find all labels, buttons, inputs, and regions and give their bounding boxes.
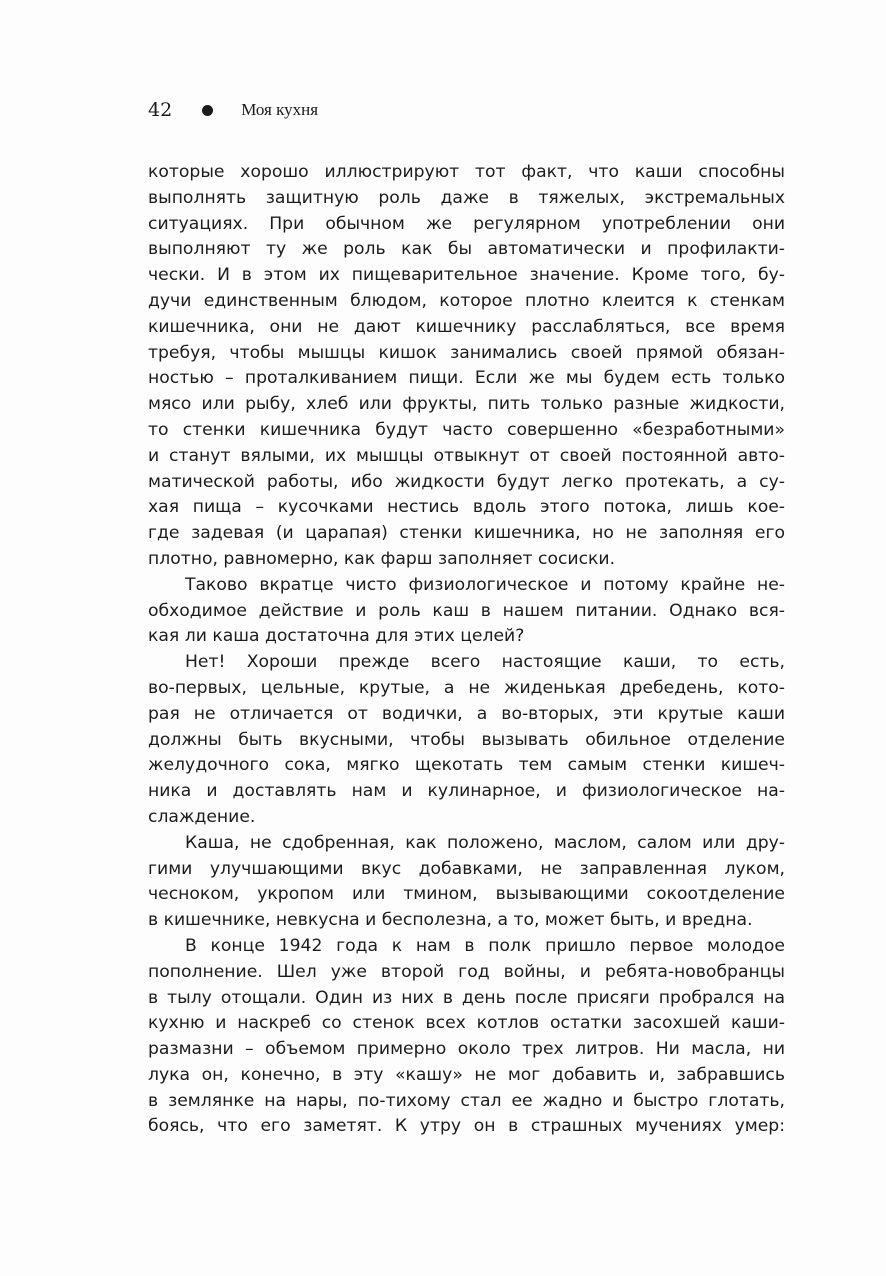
text-line: кухню и наскреб со стенок всех котлов остатки засохшей каши- [148, 1013, 785, 1034]
text-line: слаждение. [148, 806, 256, 827]
text-line: гими улучшающими вкус добавками, не заправленная луком, [148, 858, 785, 879]
text-line: боясь, что его заметят. К утру он в страшных мучениях умер: [148, 1116, 785, 1137]
text-line: выполняют ту же роль как бы автоматически и профилакти- [148, 239, 785, 260]
text-line: желудочного сока, мягко щекотать тем самым стенки кишеч- [148, 755, 785, 776]
bullet-separator-icon [202, 105, 213, 116]
text-line: дучи единственным блюдом, которое плотно клеится к стенкам [148, 290, 785, 311]
text-line: в кишечнике, невкусна и бесполезна, а то, может быть, и вредна. [148, 910, 753, 931]
text-line: В конце 1942 года к нам в полк пришло первое молодое [185, 935, 785, 956]
text-line: Каша, не сдобренная, как положено, маслом, салом или дру- [185, 832, 785, 853]
text-line: лука он, конечно, в эту «кашу» не мог добавить и, забравшись [148, 1064, 785, 1085]
text-line: матической работы, ибо жидкости будут легко протекать, а су- [148, 471, 785, 492]
text-line: размазни – объемом примерно около трех литров. Ни масла, ни [148, 1039, 785, 1060]
text-line: ника и доставлять нам и кулинарное, и физиологическое на- [148, 781, 785, 802]
text-line: мясо или рыбу, хлеб или фрукты, пить только разные жидкости, [148, 394, 785, 415]
running-title: Моя кухня [241, 100, 319, 119]
text-line: должны быть вкусными, чтобы вызывать обильное отделение [148, 729, 785, 750]
text-line: то стенки кишечника будут часто совершенно «безработными» [148, 419, 785, 440]
page-number: 42 [148, 99, 173, 121]
text-line: выполнять защитную роль даже в тяжелых, экстремальных [148, 187, 785, 208]
text-line: где задевая (и царапая) стенки кишечника, но не заполняя его [148, 523, 785, 544]
text-line: во-первых, цельные, крутые, а не жиденькая дребедень, кото- [148, 677, 785, 698]
text-line: ситуациях. При обычном же регулярном употреблении они [148, 213, 785, 234]
text-line: в землянке на нары, по-тихому стал ее жадно и быстро глотать, [148, 1090, 785, 1111]
text-line: чески. И в этом их пищеварительное значение. Кроме того, бу- [148, 265, 785, 286]
text-line: чесноком, укропом или тмином, вызывающими сокоотделение [148, 884, 785, 905]
text-line: в тылу отощали. Один из них в день после присяги пробрался на [148, 987, 785, 1008]
text-line: кишечника, они не дают кишечнику расслабляться, все время [148, 316, 785, 337]
text-line: обходимое действие и роль каш в нашем питании. Однако вся- [148, 600, 785, 621]
text-line: рая не отличается от водички, а во-вторых, эти крутые каши [148, 703, 785, 724]
text-line: Нет! Хороши прежде всего настоящие каши, то есть, [185, 652, 785, 673]
text-line: плотно, равномерно, как фарш заполняет сосиски. [148, 548, 616, 569]
body-text [148, 160, 785, 1140]
text-line: и станут вялыми, их мышцы отвыкнут от своей постоянной авто- [148, 445, 785, 466]
text-line: Таково вкратце чисто физиологическое и потому крайне не- [185, 574, 785, 595]
text-line: хая пища – кусочками нестись вдоль этого потока, лишь кое- [148, 497, 785, 518]
text-line: кая ли каша достаточна для этих целей? [148, 626, 525, 647]
text-line: которые хорошо иллюстрируют тот факт, что каши способны [148, 162, 785, 182]
text-line: ностью – проталкиванием пищи. Если же мы будем есть только [148, 368, 785, 389]
text-line: требуя, чтобы мышцы кишок занимались своей прямой обязан- [148, 342, 785, 363]
running-header [148, 96, 318, 124]
text-line: пополнение. Шел уже второй год войны, и ребята-новобранцы [148, 961, 785, 982]
